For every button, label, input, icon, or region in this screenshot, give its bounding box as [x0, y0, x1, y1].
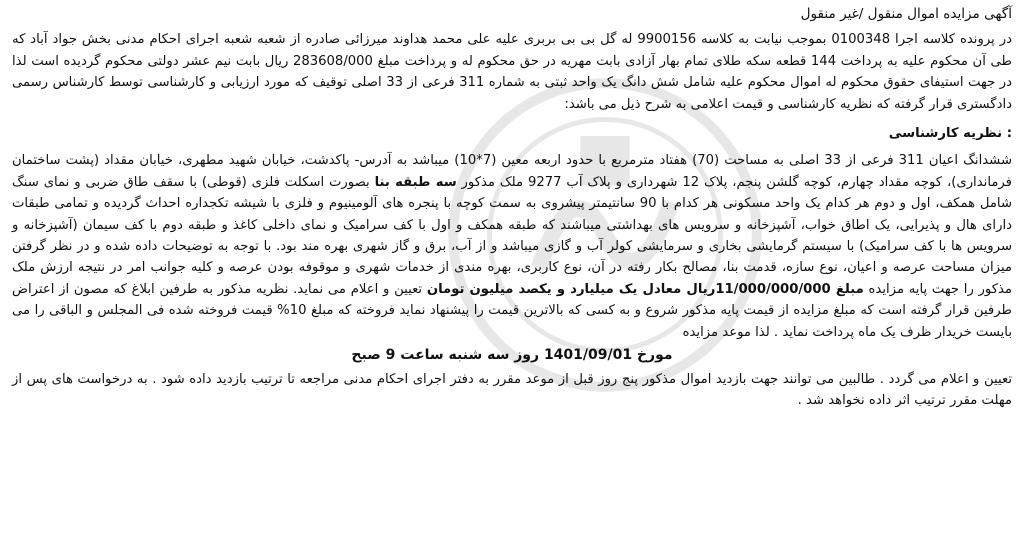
base-price-bold: مبلغ 11/000/000/000ریال معادل یک میلیارد و یکصد میلیون تومان — [426, 281, 864, 297]
expert-opinion-heading: : نظریه کارشناسی — [888, 126, 1012, 142]
expert-text-part3: تعیین و اعلام می نماید. نظریه مذکور به طرفین ابلاغ که مصون از اعتراض طرفین قرار گرفته است که مبلغ مزایده از قیمت پایه مذکور شروع و به کسی که بالاترین قیمت را پیشنهاد نماید فروخته که مبلغ 10% قیمت فروخته شده فی المجلس و الباقی را می بایست خریدار ظرف یک ماه پرداخت نماید . لذا موعد مزایده — [12, 281, 1013, 340]
expert-text-part1: ششدانگ اعیان 311 فرعی از 33 اصلی به مساحت (70) هفتاد مترمربع با حدود اربعه معین (7*10) میباشد به آدرس- پاکدشت، خیابان شهید مطهری، خیابان مقداد (پشت ساختمان فرمانداری)، کوچه مقداد چهارم، کوچه گلشن پنجم، پلاک 12 شهرداری و پلاک آب 9277 ملک مذکور — [12, 153, 1012, 190]
expert-text-part2: بصورت اسکلت فلزی (قوطی) با سقف طاق ضربی و نمای سنگ شامل همکف، اول و دوم هر کدام یک واحد مسکونی هر کدام با 90 سانتیمتر پیشروی به سمت کوچه با پنجره های آلومینیوم و فلزی با شیشه تکجداره احداث گردیده و تمامی طبقات دارای هال و پذیرایی، یک اطاق خواب، آشپزخانه و سرویس های بهداشتی میباشند که طبقه همکف و اول با کف سرامیک و نمای داخلی کاغذ و طبقه دوم با کف سیمان (آشپزخانه و سرویس ها با کف سرامیک) با سیستم گرمایشی بخاری و سرمایشی کولر آب و گازی میباشد و از آب، برق و گاز شهری بهره مند بود. با توجه به توضیحات داده شده و در نظر گرفتن میزان مساحت عرصه و اعیان، نوع سازه، قدمت بنا، مصالح بکار رفته در آن، نوع کاربری، بهره مندی از خدمات شهری و موقوفه بودن عرصه و کلیه جوانب امر در نتیجه ارزش ملک مذکور را جهت پایه مزایده — [12, 174, 1012, 297]
expert-opinion-paragraph — [12, 150, 1012, 343]
closing-paragraph: تعیین و اعلام می گردد . طالبین می توانند جهت بازدید اموال مذکور پنج روز قبل از موعد مقرر به دفتر اجرای احکام مدنی مراجعه تا ترتیب بازدید داده شود . به درخواست های پس از مهلت مقرر ترتیب اثر داده نخواهد شد . — [12, 371, 1012, 408]
auction-date-line: مورخ 1401/09/01 روز سه شنبه ساعت 9 صبح — [351, 347, 673, 364]
notice-intro-paragraph: در پرونده کلاسه اجرا 0100348 بموجب نیابت به کلاسه 9900156 له گل بی بی بربری علیه علی محمد هداوند میرزائی صادره از شعبه شعبه اجرای احکام مدنی بخش جواد آباد که طی آن محکوم علیه به پرداخت 144 قطعه سکه طلای تمام بهار آزادی بابت مهریه در حق محکوم له و پرداخت مبلغ 283608/000 ریال بابت نیم عشر دولتی محکوم گردیده است لذا در جهت استیفای حقوق محکوم له اموال محکوم علیه شامل شش دانگ یک واحد ثبتی به شماره 311 فرعی از 33 اصلی توقیف که مورد ارزیابی و کارشناسی توسط کارشناس رسمی دادگستری قرار گرفته که نظریه کارشناسی و قیمت اعلامی به شرح ذیل می باشد: — [12, 32, 1012, 112]
notice-title: آگهی مزایده اموال منقول /غیر منقول — [800, 6, 1012, 22]
building-floors-bold: سه طبقه بنا — [374, 174, 457, 190]
